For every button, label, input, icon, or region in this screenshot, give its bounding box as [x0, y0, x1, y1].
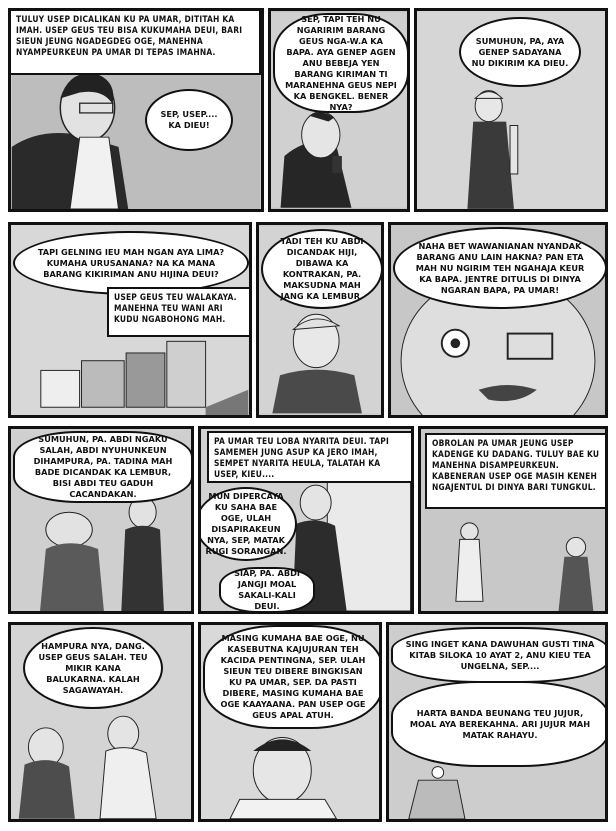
- speech-bubble: HARTA BANDA BEUNANG TEU JUJUR, MOAL AYA BEREKAHNA. ARI JUJUR MAH MATAK RAHAYU.: [391, 681, 608, 767]
- panel-4: [8, 222, 252, 418]
- panel-5: [256, 222, 384, 418]
- speech-bubble: TADI TEH KU ABDI DICANDAK HIJI, DIBAWA KA KONTRAKAN, PA. MAKSUDNA MAH JANG KA LEMBUR.: [261, 229, 383, 309]
- panel-7: [8, 426, 194, 614]
- speech-bubble: HAMPURA NYA, DANG. USEP GEUS SALAH. TEU MIKIR KANA BALUKARNA. KALAH SAGAWAYAH.: [23, 627, 163, 709]
- speech-bubble: SUMUHUN, PA. ABDI NGAKU SALAH, ABDI NYUHUNKEUN DIHAMPURA, PA. TADINA MAH BADE DICANDAK KA LEMBUR, BISI ABDI TEU GADUH CACANDAKAN.: [13, 431, 193, 503]
- speech-bubble: MASING KUMAHA BAE OGE, NU KASEBUTNA KAJUJURAN TEH KACIDA PENTINGNA, SEP. ULAH SIEUN TEU DIBERE BINGKISAN KU PA UMAR, SEP. DA PASTI DIBERE, MASING KUMAHA BAE OGE KAAYAANA. PAN USEP OGE GEUS APAL ATUH.: [203, 625, 382, 729]
- speech-bubble: SING INGET KANA DAWUHAN GUSTI TINA KITAB SILOKA 10 AYAT 2, ANU KIEU TEA UNGELNA, SEP....: [391, 627, 608, 683]
- panel-6: [388, 222, 608, 418]
- speech-bubble: SIAP, PA. ABDI JANGJI MOAL SAKALI-KALI DEUI.: [219, 567, 315, 613]
- speech-bubble: MUN DIPERCAYA KU SAHA BAE OGE, ULAH DISAPIRAKEUN NYA, SEP, MATAK RUGI SORANGAN.: [198, 487, 297, 561]
- panel-9: [418, 426, 608, 614]
- speech-bubble: NAHA BET WAWANIANAN NYANDAK BARANG ANU LAIN HAKNA? PAN ETA MAH NU NGIRIM TEH NGAHAJA KEUR KA BAPA. JENTRE DITULIS DI DINYA NGARAN BAPA, PA UMAR!: [393, 227, 607, 309]
- speech-bubble: SUMUHUN, PA, AYA GENEP SADAYANA NU DIKIRIM KA DIEU.: [459, 17, 581, 87]
- speech-bubble: SEP, USEP.... KA DIEU!: [145, 89, 233, 151]
- panel-1: [8, 8, 264, 212]
- panel-2: [268, 8, 410, 212]
- speech-bubble: TAPI GELNING IEU MAH NGAN AYA LIMA? KUMAHA URUSANANA? NA KA MANA BARANG KIKIRIMAN ANU HIJINA DEUI?: [13, 231, 249, 295]
- caption-box: OBROLAN PA UMAR JEUNG USEP KADENGE KU DADANG. TULUY BAE KU MANEHNA DISAMPEURKEUN. KABENERAN USEP OGE MASIH KENEH NGAJENTUL DI DINYA BARI TUNGKUL.: [425, 433, 607, 509]
- caption-box: PA UMAR TEU LOBA NYARITA DEUI. TAPI SAMEMEH JUNG ASUP KA JERO IMAH, SEMPET NYARITA HEULA, TALATAH KA USEP, KIEU....: [207, 431, 413, 483]
- panel-8: [198, 426, 414, 614]
- panel-10: [8, 622, 194, 822]
- speech-bubble: SEP, TAPI TEH NU NGARIRIM BARANG GEUS NGA-W.A KA BAPA. AYA GENEP AGEN ANU BEBEJA YEN BARANG KIRIMAN TI MARANEHNA GEUS NEPI KA BENGKEL. BENER NYA?: [273, 13, 409, 113]
- panel-3: [414, 8, 608, 212]
- panel-11: [198, 622, 382, 822]
- caption-box: TULUY USEP DICALIKAN KU PA UMAR, DITITAH KA IMAH. USEP GEUS TEU BISA KUKUMAHA DEUI, BARI SIEUN JEUNG NGADEGDEG OGE, MANEHNA NYAMPEURKEUN PA UMAR DI TEPAS IMAHNA.: [11, 11, 261, 75]
- caption-box: USEP GEUS TEU WALAKAYA. MANEHNA TEU WANI ARI KUDU NGABOHONG MAH.: [107, 287, 252, 337]
- panel-12: [386, 622, 608, 822]
